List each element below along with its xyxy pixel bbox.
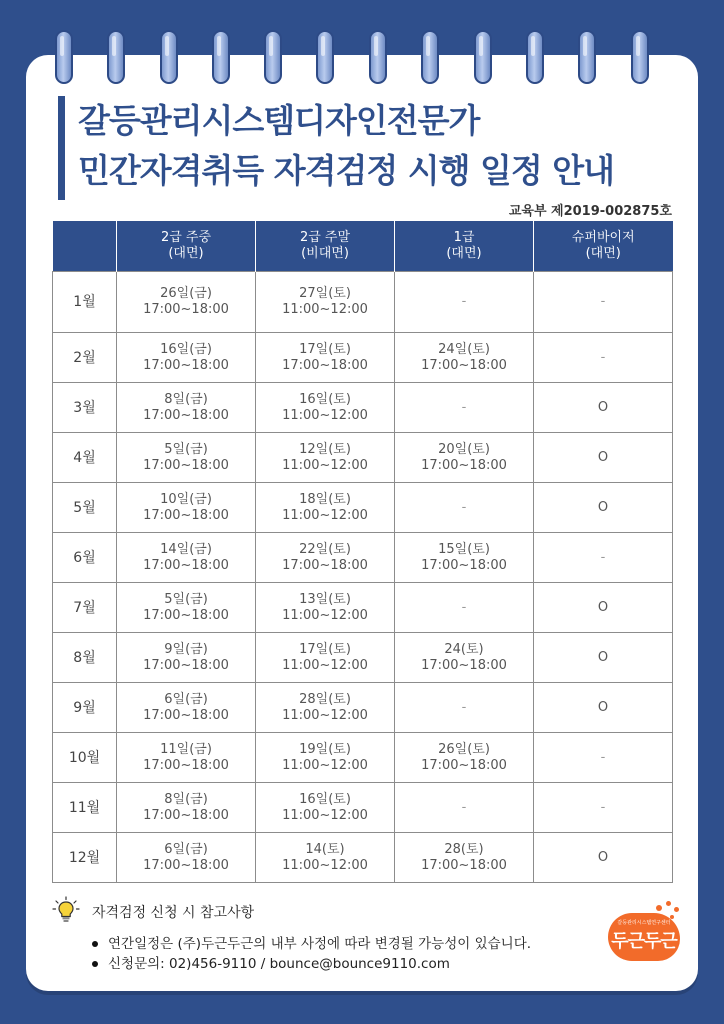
level1-cell: -	[395, 272, 534, 333]
table-row	[53, 433, 673, 483]
supervisor-cell: -	[534, 783, 673, 833]
level2-weekday-cell: 8일(금) 17:00~18:00	[117, 383, 256, 433]
table-row	[53, 733, 673, 783]
binder-ring	[631, 30, 649, 84]
level2-weekend-cell: 12일(토) 11:00~12:00	[256, 433, 395, 483]
table-row	[53, 383, 673, 433]
level1-cell: -	[395, 783, 534, 833]
binder-ring	[526, 30, 544, 84]
month-cell: 7월	[53, 583, 117, 633]
level1-cell: 24(토) 17:00~18:00	[395, 633, 534, 683]
month-cell: 3월	[53, 383, 117, 433]
level2-weekday-cell: 5일(금) 17:00~18:00	[117, 583, 256, 633]
month-cell: 11월	[53, 783, 117, 833]
binder-ring	[107, 30, 125, 84]
supervisor-cell: -	[534, 333, 673, 383]
month-cell: 1월	[53, 272, 117, 333]
month-cell: 9월	[53, 683, 117, 733]
level1-cell: 15일(토) 17:00~18:00	[395, 533, 534, 583]
level1-cell: -	[395, 683, 534, 733]
note-item: 연간일정은 (주)두근두근의 내부 사정에 따라 변경될 가능성이 있습니다.	[92, 934, 531, 954]
header-supervisor: 슈퍼바이저 (대면)	[534, 221, 673, 272]
supervisor-cell: -	[534, 733, 673, 783]
logo-dot	[674, 907, 679, 912]
level1-cell: 26일(토) 17:00~18:00	[395, 733, 534, 783]
supervisor-cell: O	[534, 483, 673, 533]
level2-weekend-cell: 17일(토) 17:00~18:00	[256, 333, 395, 383]
supervisor-cell: O	[534, 633, 673, 683]
header-level2-weekend: 2급 주말 (비대면)	[256, 221, 395, 272]
table-row	[53, 783, 673, 833]
binder-ring	[160, 30, 178, 84]
level2-weekday-cell: 8일(금) 17:00~18:00	[117, 783, 256, 833]
table-header-row	[53, 221, 673, 272]
level2-weekend-cell: 14(토) 11:00~12:00	[256, 833, 395, 883]
level1-cell: 28(토) 17:00~18:00	[395, 833, 534, 883]
level2-weekend-cell: 27일(토) 11:00~12:00	[256, 272, 395, 333]
level1-cell: 24일(토) 17:00~18:00	[395, 333, 534, 383]
binder-ring	[264, 30, 282, 84]
month-cell: 4월	[53, 433, 117, 483]
header-level1: 1급 (대면)	[395, 221, 534, 272]
level1-cell: -	[395, 483, 534, 533]
level2-weekend-cell: 16일(토) 11:00~12:00	[256, 383, 395, 433]
table-row	[53, 333, 673, 383]
level2-weekend-cell: 18일(토) 11:00~12:00	[256, 483, 395, 533]
level2-weekday-cell: 9일(금) 17:00~18:00	[117, 633, 256, 683]
level2-weekend-cell: 19일(토) 11:00~12:00	[256, 733, 395, 783]
logo-dot	[666, 901, 671, 906]
level2-weekend-cell: 22일(토) 17:00~18:00	[256, 533, 395, 583]
month-cell: 10월	[53, 733, 117, 783]
supervisor-cell: O	[534, 683, 673, 733]
level2-weekend-cell: 28일(토) 11:00~12:00	[256, 683, 395, 733]
binder-ring	[55, 30, 73, 84]
month-cell: 5월	[53, 483, 117, 533]
table-row	[53, 583, 673, 633]
notes-list	[92, 934, 531, 974]
header-level2-weekday: 2급 주중 (대면)	[117, 221, 256, 272]
logo-dot	[656, 905, 662, 911]
table-row	[53, 683, 673, 733]
supervisor-cell: O	[534, 383, 673, 433]
supervisor-cell: -	[534, 272, 673, 333]
binder-ring	[421, 30, 439, 84]
title-line-2: 민간자격취득 자격검정 시행 일정 안내	[78, 151, 615, 190]
logo-text: 두근두근	[611, 931, 677, 952]
supervisor-cell: O	[534, 833, 673, 883]
note-item: 신청문의: 02)456-9110 / bounce@bounce9110.com	[92, 954, 531, 974]
level1-cell: -	[395, 583, 534, 633]
supervisor-cell: -	[534, 533, 673, 583]
month-cell: 2월	[53, 333, 117, 383]
company-logo	[604, 905, 684, 965]
supervisor-cell: O	[534, 433, 673, 483]
header-month	[53, 221, 117, 272]
binder-ring	[474, 30, 492, 84]
logo-small-text: 갈등관리시스템연구센터	[617, 920, 671, 926]
notes-heading: 자격검정 신청 시 참고사항	[92, 905, 255, 921]
level2-weekday-cell: 5일(금) 17:00~18:00	[117, 433, 256, 483]
registration-number: 교육부 제2019-002875호	[508, 204, 672, 219]
level1-cell: -	[395, 383, 534, 433]
binder-ring	[578, 30, 596, 84]
level2-weekend-cell: 17일(토) 11:00~12:00	[256, 633, 395, 683]
page-title	[78, 96, 614, 196]
level2-weekend-cell: 16일(토) 11:00~12:00	[256, 783, 395, 833]
table-row	[53, 533, 673, 583]
level2-weekend-cell: 13일(토) 11:00~12:00	[256, 583, 395, 633]
title-line-1: 갈등관리시스템디자인전문가	[78, 101, 480, 140]
level2-weekday-cell: 10일(금) 17:00~18:00	[117, 483, 256, 533]
schedule-table	[52, 221, 673, 883]
binder-ring	[212, 30, 230, 84]
binder-ring	[369, 30, 387, 84]
binder-ring	[316, 30, 334, 84]
level1-cell: 20일(토) 17:00~18:00	[395, 433, 534, 483]
level2-weekday-cell: 11일(금) 17:00~18:00	[117, 733, 256, 783]
month-cell: 8월	[53, 633, 117, 683]
table-row	[53, 272, 673, 333]
supervisor-cell: O	[534, 583, 673, 633]
table-row	[53, 483, 673, 533]
month-cell: 12월	[53, 833, 117, 883]
level2-weekday-cell: 14일(금) 17:00~18:00	[117, 533, 256, 583]
title-accent-bar	[58, 96, 65, 200]
month-cell: 6월	[53, 533, 117, 583]
level2-weekday-cell: 6일(금) 17:00~18:00	[117, 683, 256, 733]
table-row	[53, 633, 673, 683]
table-row	[53, 833, 673, 883]
level2-weekday-cell: 6일(금) 17:00~18:00	[117, 833, 256, 883]
level2-weekday-cell: 26일(금) 17:00~18:00	[117, 272, 256, 333]
level2-weekday-cell: 16일(금) 17:00~18:00	[117, 333, 256, 383]
lightbulb-icon	[52, 896, 80, 924]
